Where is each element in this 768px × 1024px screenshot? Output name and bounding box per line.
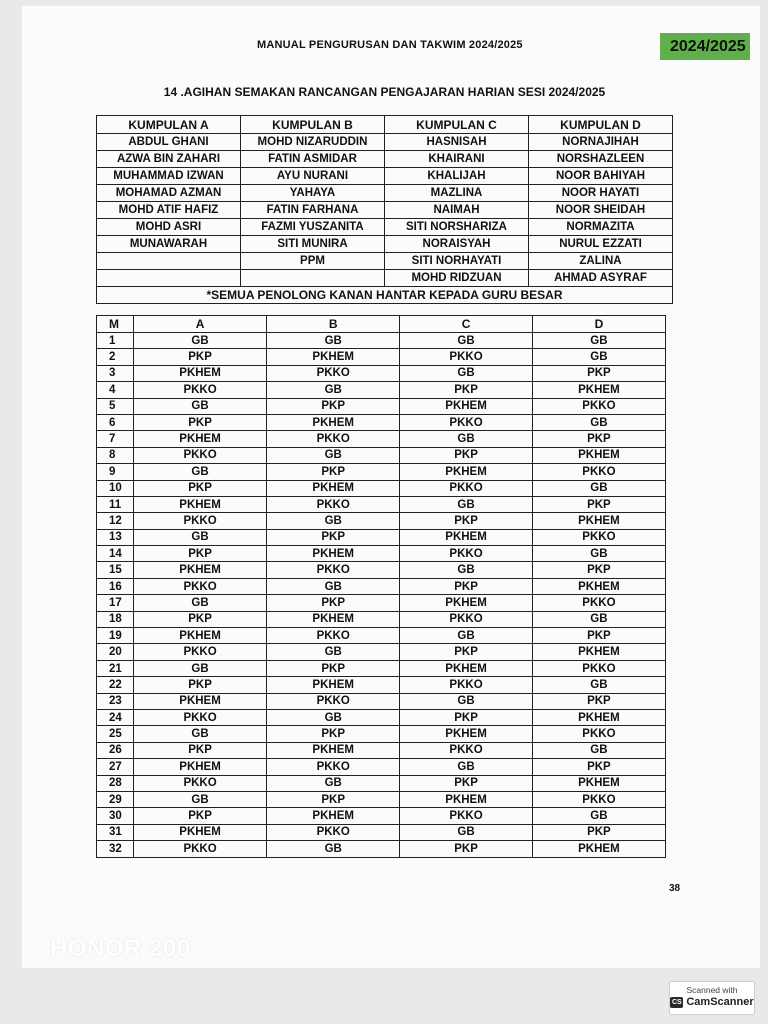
table-cell: PKKO [532,726,665,742]
table-cell: 22 [97,677,134,693]
table-cell: GB [532,742,665,758]
table-cell: GB [532,414,665,430]
table-cell: PKHEM [400,595,533,611]
table-cell: 12 [97,513,134,529]
table-row [97,349,666,365]
table-cell: PKP [133,808,266,824]
table-cell: PKHEM [267,349,400,365]
camscanner-badge [669,981,755,1015]
table-note: *SEMUA PENOLONG KANAN HANTAR KEPADA GURU BESAR [97,287,673,304]
table-cell: MAZLINA [385,185,529,202]
table-cell: PKKO [133,513,266,529]
table-row [97,693,666,709]
table-cell: GB [532,349,665,365]
table-cell: GB [400,693,533,709]
table-cell: GB [400,562,533,578]
table-cell: GB [400,333,533,349]
table-cell: GB [532,808,665,824]
table-row [97,431,666,447]
table-cell: 32 [97,841,134,857]
table-cell: 2 [97,349,134,365]
table-cell: PKKO [133,841,266,857]
table-row [97,529,666,545]
table-cell: GB [532,333,665,349]
table-cell: MOHAMAD AZMAN [97,185,241,202]
table-cell: GB [133,464,266,480]
table-row [97,365,666,381]
table-header-row [97,116,673,134]
table-cell: 15 [97,562,134,578]
table-cell: 18 [97,611,134,627]
table-cell: PKHEM [532,709,665,725]
table-cell: PKP [133,480,266,496]
table-cell: PKP [267,398,400,414]
table-cell: GB [267,578,400,594]
table-cell: PKHEM [532,578,665,594]
table-header-row [97,316,666,333]
table-cell: PKKO [532,660,665,676]
table-row [97,382,666,398]
table-cell: 24 [97,709,134,725]
table-cell: PKKO [133,447,266,463]
table-cell: PKHEM [532,841,665,857]
table-cell: PKKO [400,480,533,496]
table-row [97,562,666,578]
table-cell: PKHEM [532,513,665,529]
table-cell: PKKO [267,496,400,512]
table-cell: 7 [97,431,134,447]
table-cell: 27 [97,759,134,775]
table-row [97,726,666,742]
table-cell: PKP [133,677,266,693]
scanner-brand-name: CamScanner [686,996,754,1008]
table-cell: MOHD NIZARUDDIN [241,134,385,151]
table-cell: PKP [133,349,266,365]
table-row [97,134,673,151]
table-cell: PKP [532,693,665,709]
table-cell: PKHEM [400,660,533,676]
table-cell: PKKO [267,365,400,381]
table-cell: GB [532,480,665,496]
table-cell: PKHEM [400,791,533,807]
table-cell: PKHEM [133,365,266,381]
table-cell: PKKO [267,759,400,775]
table-cell: PKP [532,628,665,644]
table-cell: GB [133,398,266,414]
table-cell: PKP [267,791,400,807]
table-cell: SITI NORHAYATI [385,253,529,270]
table-cell: GB [267,333,400,349]
table-cell: PPM [241,253,385,270]
table-cell: PKKO [532,529,665,545]
table-cell: ZALINA [529,253,673,270]
table-cell: PKP [267,464,400,480]
table-cell: 10 [97,480,134,496]
table-cell: PKP [532,496,665,512]
table-cell: PKKO [532,398,665,414]
table-cell: AHMAD ASYRAF [529,270,673,287]
table-cell: PKHEM [267,546,400,562]
table-cell: GB [267,447,400,463]
table-cell: PKP [400,841,533,857]
table-row [97,775,666,791]
table-cell: 5 [97,398,134,414]
table-cell: PKHEM [532,775,665,791]
table-cell: PKHEM [267,742,400,758]
table-cell: KHAIRANI [385,151,529,168]
table-cell: GB [400,496,533,512]
table-row [97,447,666,463]
table-cell: NOOR BAHIYAH [529,168,673,185]
table-cell: MUHAMMAD IZWAN [97,168,241,185]
table-cell: GB [400,824,533,840]
table-cell: PKHEM [532,382,665,398]
table-row [97,151,673,168]
table-row [97,791,666,807]
table-cell: PKHEM [267,414,400,430]
table-cell: PKHEM [133,496,266,512]
table-cell: 28 [97,775,134,791]
table-cell: PKHEM [133,759,266,775]
group-assignment-table [96,115,673,304]
table-row [97,270,673,287]
table-cell: NAIMAH [385,202,529,219]
table-cell: PKHEM [267,677,400,693]
table-cell: 16 [97,578,134,594]
table-cell: PKHEM [133,431,266,447]
table-cell: NOOR HAYATI [529,185,673,202]
table-cell: FATIN FARHANA [241,202,385,219]
table-cell: NORSHAZLEEN [529,151,673,168]
table-cell: 23 [97,693,134,709]
table-cell: MOHD RIDZUAN [385,270,529,287]
table-cell: 31 [97,824,134,840]
table-cell: 13 [97,529,134,545]
table-row [97,824,666,840]
table-cell: 1 [97,333,134,349]
table-cell: NORNAJIHAH [529,134,673,151]
table-cell: MUNAWARAH [97,236,241,253]
table-cell: PKP [400,513,533,529]
table-cell: 29 [97,791,134,807]
table-cell: PKP [532,824,665,840]
table-row [97,236,673,253]
table-cell: PKKO [267,628,400,644]
column-header: D [532,316,665,333]
table-cell: GB [267,709,400,725]
table-cell: PKKO [133,578,266,594]
table-cell: PKP [267,529,400,545]
table-cell: GB [133,529,266,545]
column-header: KUMPULAN C [385,116,529,134]
table-cell: PKHEM [133,628,266,644]
table-cell: PKHEM [133,824,266,840]
table-cell: PKP [400,644,533,660]
year-tab: 2024/2025 [660,33,750,60]
table-cell: PKKO [400,808,533,824]
table-cell: SITI MUNIRA [241,236,385,253]
table-cell: 11 [97,496,134,512]
scanner-brand [670,996,754,1008]
table-cell: PKHEM [267,480,400,496]
table-row [97,677,666,693]
table-row [97,464,666,480]
table-row [97,595,666,611]
table-cell: MOHD ASRI [97,219,241,236]
table-cell: PKHEM [532,447,665,463]
table-cell: PKP [532,562,665,578]
table-cell: GB [400,759,533,775]
table-cell: PKP [532,431,665,447]
table-cell: PKKO [133,775,266,791]
table-row [97,202,673,219]
column-header: KUMPULAN B [241,116,385,134]
table-cell: PKHEM [267,808,400,824]
table-cell: PKHEM [532,644,665,660]
table-note-row [97,287,673,304]
table-cell: GB [400,365,533,381]
table-row [97,611,666,627]
table-cell: ABDUL GHANI [97,134,241,151]
table-cell: FATIN ASMIDAR [241,151,385,168]
column-header: M [97,316,134,333]
column-header: A [133,316,266,333]
table-cell: PKHEM [400,464,533,480]
table-cell [241,270,385,287]
table-cell: PKP [133,742,266,758]
table-cell: PKKO [133,382,266,398]
table-row [97,496,666,512]
table-cell: PKKO [400,742,533,758]
table-cell: PKHEM [133,693,266,709]
table-cell: 4 [97,382,134,398]
table-cell: NURUL EZZATI [529,236,673,253]
table-cell: PKP [267,595,400,611]
table-row [97,168,673,185]
table-cell: 6 [97,414,134,430]
table-cell: PKKO [400,546,533,562]
table-cell: PKKO [400,349,533,365]
table-row [97,759,666,775]
table-cell: PKP [400,382,533,398]
table-cell: 21 [97,660,134,676]
manual-title: MANUAL PENGURUSAN DAN TAKWIM 2024/2025 [257,39,523,51]
table-cell: MOHD ATIF HAFIZ [97,202,241,219]
table-cell: GB [532,677,665,693]
table-cell [97,253,241,270]
table-cell: HASNISAH [385,134,529,151]
table-cell: PKKO [133,709,266,725]
table-row [97,513,666,529]
table-row [97,546,666,562]
table-cell: PKP [400,578,533,594]
table-cell: FAZMI YUSZANITA [241,219,385,236]
table-row [97,808,666,824]
table-cell: GB [133,791,266,807]
table-cell: GB [267,841,400,857]
table-cell: PKP [532,759,665,775]
table-cell: NORAISYAH [385,236,529,253]
table-cell: PKHEM [400,726,533,742]
page-number: 38 [669,883,681,894]
document-title: 14 .AGIHAN SEMAKAN RANCANGAN PENGAJARAN HARIAN SESI 2024/2025 [163,85,606,99]
table-cell: PKHEM [133,562,266,578]
table-row [97,709,666,725]
table-row [97,219,673,236]
table-row [97,185,673,202]
table-cell: 9 [97,464,134,480]
table-cell: AZWA BIN ZAHARI [97,151,241,168]
table-cell: PKKO [532,464,665,480]
camera-watermark: HONOR 200 [50,935,191,962]
table-cell: PKHEM [400,398,533,414]
table-row [97,333,666,349]
table-row [97,628,666,644]
table-cell: GB [133,726,266,742]
table-cell: GB [267,775,400,791]
table-cell: PKP [400,775,533,791]
table-cell: PKHEM [400,529,533,545]
table-cell: PKP [400,447,533,463]
table-row [97,644,666,660]
column-header: KUMPULAN A [97,116,241,134]
week-rotation-table [96,315,666,858]
column-header: KUMPULAN D [529,116,673,134]
scanner-caption: Scanned with [686,985,738,995]
table-cell: PKKO [267,693,400,709]
table-cell: 25 [97,726,134,742]
table-cell: PKP [532,365,665,381]
table-cell: 26 [97,742,134,758]
table-cell: PKHEM [267,611,400,627]
table-cell: GB [267,382,400,398]
table-cell: GB [400,628,533,644]
table-cell: PKKO [267,431,400,447]
table-cell: NORMAZITA [529,219,673,236]
table-cell: GB [532,611,665,627]
table-cell: 30 [97,808,134,824]
table-cell: PKKO [400,677,533,693]
table-cell: 20 [97,644,134,660]
table-cell: 8 [97,447,134,463]
column-header: C [400,316,533,333]
table-cell: PKP [267,660,400,676]
table-cell: PKP [133,611,266,627]
table-cell: SITI NORSHARIZA [385,219,529,236]
table-cell: NOOR SHEIDAH [529,202,673,219]
table-cell [97,270,241,287]
table-cell: GB [267,644,400,660]
table-cell: PKKO [400,611,533,627]
camscanner-logo-icon: CS [671,998,682,1006]
table-cell: YAHAYA [241,185,385,202]
table-row [97,578,666,594]
table-cell: GB [400,431,533,447]
table-cell: GB [133,333,266,349]
table-cell: PKP [133,546,266,562]
table-cell: PKKO [133,644,266,660]
table-cell: PKKO [400,414,533,430]
table-row [97,253,673,270]
table-cell: PKKO [532,791,665,807]
table-cell: PKKO [267,562,400,578]
table-cell: 14 [97,546,134,562]
table-row [97,660,666,676]
table-row [97,742,666,758]
table-cell: 3 [97,365,134,381]
table-cell: GB [133,595,266,611]
table-cell: PKP [267,726,400,742]
table-row [97,841,666,857]
table-cell: 17 [97,595,134,611]
table-cell: GB [532,546,665,562]
table-cell: AYU NURANI [241,168,385,185]
table-cell: PKKO [532,595,665,611]
table-cell: PKP [400,709,533,725]
table-cell: PKKO [267,824,400,840]
table-cell: 19 [97,628,134,644]
table-cell: PKP [133,414,266,430]
column-header: B [267,316,400,333]
table-cell: GB [133,660,266,676]
table-cell: KHALIJAH [385,168,529,185]
table-cell: GB [267,513,400,529]
table-row [97,414,666,430]
table-row [97,398,666,414]
table-row [97,480,666,496]
